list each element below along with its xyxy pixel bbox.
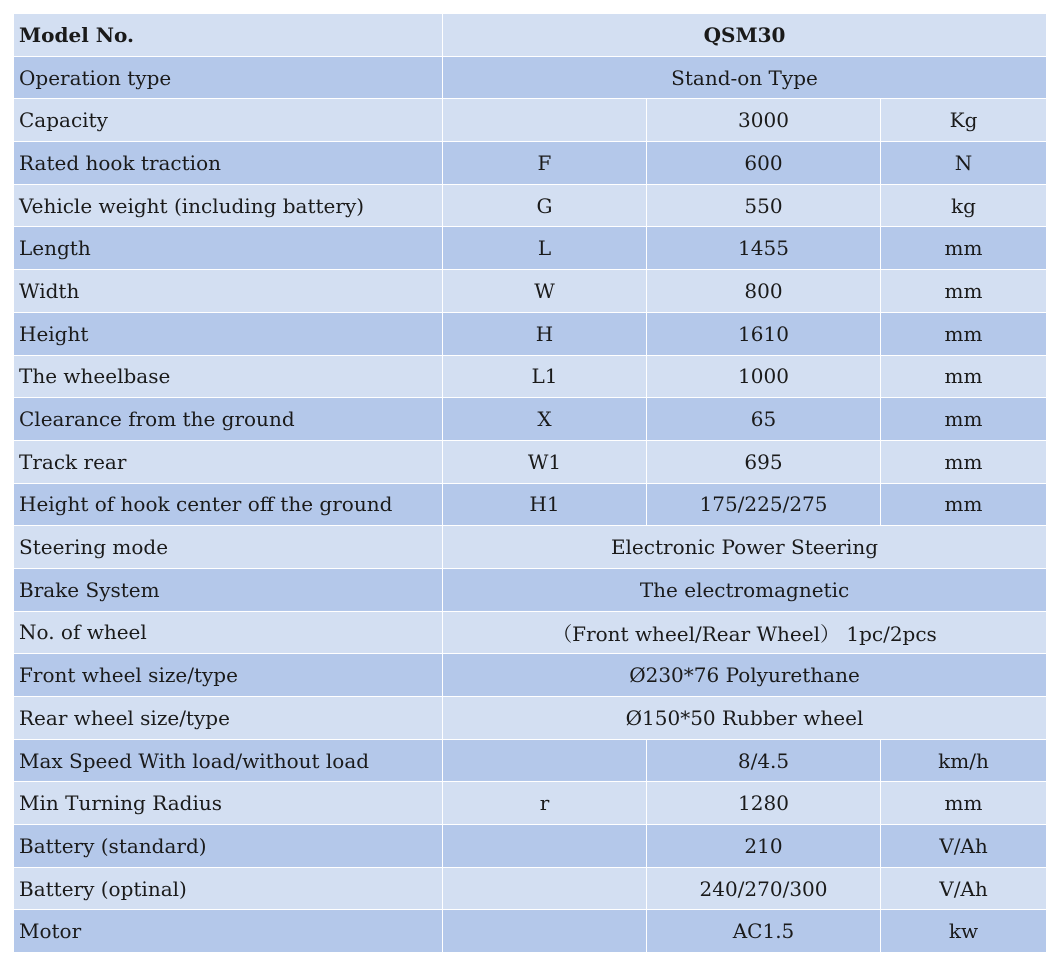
table-row — [14, 312, 1047, 355]
row-value: 240/270/300 — [647, 867, 881, 910]
row-symbol: H — [443, 312, 647, 355]
row-label: Steering mode — [14, 526, 443, 569]
row-symbol: L1 — [443, 355, 647, 398]
row-unit: mm — [881, 782, 1047, 825]
row-label: Vehicle weight (including battery) — [14, 184, 443, 227]
row-label: Clearance from the ground — [14, 398, 443, 441]
row-label: Operation type — [14, 56, 443, 99]
table-row — [14, 184, 1047, 227]
row-label: Capacity — [14, 99, 443, 142]
row-value: （Front wheel/Rear Wheel） 1pc/2pcs — [443, 611, 1047, 654]
row-value: 175/225/275 — [647, 483, 881, 526]
row-label: The wheelbase — [14, 355, 443, 398]
spec-table — [13, 13, 1047, 953]
model-label: Model No. — [14, 14, 443, 57]
row-label: Min Turning Radius — [14, 782, 443, 825]
row-symbol: L — [443, 227, 647, 270]
table-row — [14, 483, 1047, 526]
table-row — [14, 568, 1047, 611]
row-value: 1610 — [647, 312, 881, 355]
row-label: Height of hook center off the ground — [14, 483, 443, 526]
row-unit: N — [881, 142, 1047, 185]
table-row — [14, 825, 1047, 868]
table-row — [14, 99, 1047, 142]
table-row — [14, 910, 1047, 953]
table-row — [14, 867, 1047, 910]
row-unit: kw — [881, 910, 1047, 953]
row-unit: mm — [881, 312, 1047, 355]
table-row — [14, 270, 1047, 313]
row-value: 695 — [647, 440, 881, 483]
row-unit: mm — [881, 398, 1047, 441]
table-row — [14, 739, 1047, 782]
table-row — [14, 697, 1047, 740]
row-value: 1455 — [647, 227, 881, 270]
row-label: Track rear — [14, 440, 443, 483]
row-symbol: W1 — [443, 440, 647, 483]
row-label: Battery (optinal) — [14, 867, 443, 910]
row-symbol: G — [443, 184, 647, 227]
row-label: Rear wheel size/type — [14, 697, 443, 740]
row-value: Electronic Power Steering — [443, 526, 1047, 569]
row-label: Motor — [14, 910, 443, 953]
row-value: 1000 — [647, 355, 881, 398]
row-unit: V/Ah — [881, 825, 1047, 868]
row-value: Stand-on Type — [443, 56, 1047, 99]
table-row — [14, 526, 1047, 569]
row-symbol — [443, 825, 647, 868]
row-unit: Kg — [881, 99, 1047, 142]
row-label: No. of wheel — [14, 611, 443, 654]
row-symbol: F — [443, 142, 647, 185]
row-label: Rated hook traction — [14, 142, 443, 185]
row-symbol — [443, 867, 647, 910]
table-row — [14, 142, 1047, 185]
row-symbol: X — [443, 398, 647, 441]
row-value: 550 — [647, 184, 881, 227]
row-label: Brake System — [14, 568, 443, 611]
row-value: 3000 — [647, 99, 881, 142]
table-row — [14, 227, 1047, 270]
table-row — [14, 782, 1047, 825]
row-unit: kg — [881, 184, 1047, 227]
table-row — [14, 654, 1047, 697]
row-symbol: H1 — [443, 483, 647, 526]
row-unit: mm — [881, 227, 1047, 270]
row-value: 800 — [647, 270, 881, 313]
row-value: 1280 — [647, 782, 881, 825]
row-symbol — [443, 910, 647, 953]
table-row — [14, 398, 1047, 441]
row-value: Ø230*76 Polyurethane — [443, 654, 1047, 697]
row-unit: mm — [881, 440, 1047, 483]
row-value: 600 — [647, 142, 881, 185]
row-unit: V/Ah — [881, 867, 1047, 910]
row-value: 210 — [647, 825, 881, 868]
table-row — [14, 56, 1047, 99]
row-value: AC1.5 — [647, 910, 881, 953]
row-label: Width — [14, 270, 443, 313]
table-header-row — [14, 14, 1047, 57]
row-value: 8/4.5 — [647, 739, 881, 782]
row-value: The electromagnetic — [443, 568, 1047, 611]
row-unit: mm — [881, 355, 1047, 398]
row-label: Battery (standard) — [14, 825, 443, 868]
row-unit: mm — [881, 483, 1047, 526]
row-value: 65 — [647, 398, 881, 441]
model-value: QSM30 — [443, 14, 1047, 57]
row-value: Ø150*50 Rubber wheel — [443, 697, 1047, 740]
row-symbol: W — [443, 270, 647, 313]
row-symbol — [443, 739, 647, 782]
row-label: Front wheel size/type — [14, 654, 443, 697]
row-unit: mm — [881, 270, 1047, 313]
table-row — [14, 355, 1047, 398]
table-row — [14, 440, 1047, 483]
row-label: Height — [14, 312, 443, 355]
row-unit: km/h — [881, 739, 1047, 782]
row-symbol: r — [443, 782, 647, 825]
row-label: Length — [14, 227, 443, 270]
table-row — [14, 611, 1047, 654]
row-symbol — [443, 99, 647, 142]
row-label: Max Speed With load/without load — [14, 739, 443, 782]
